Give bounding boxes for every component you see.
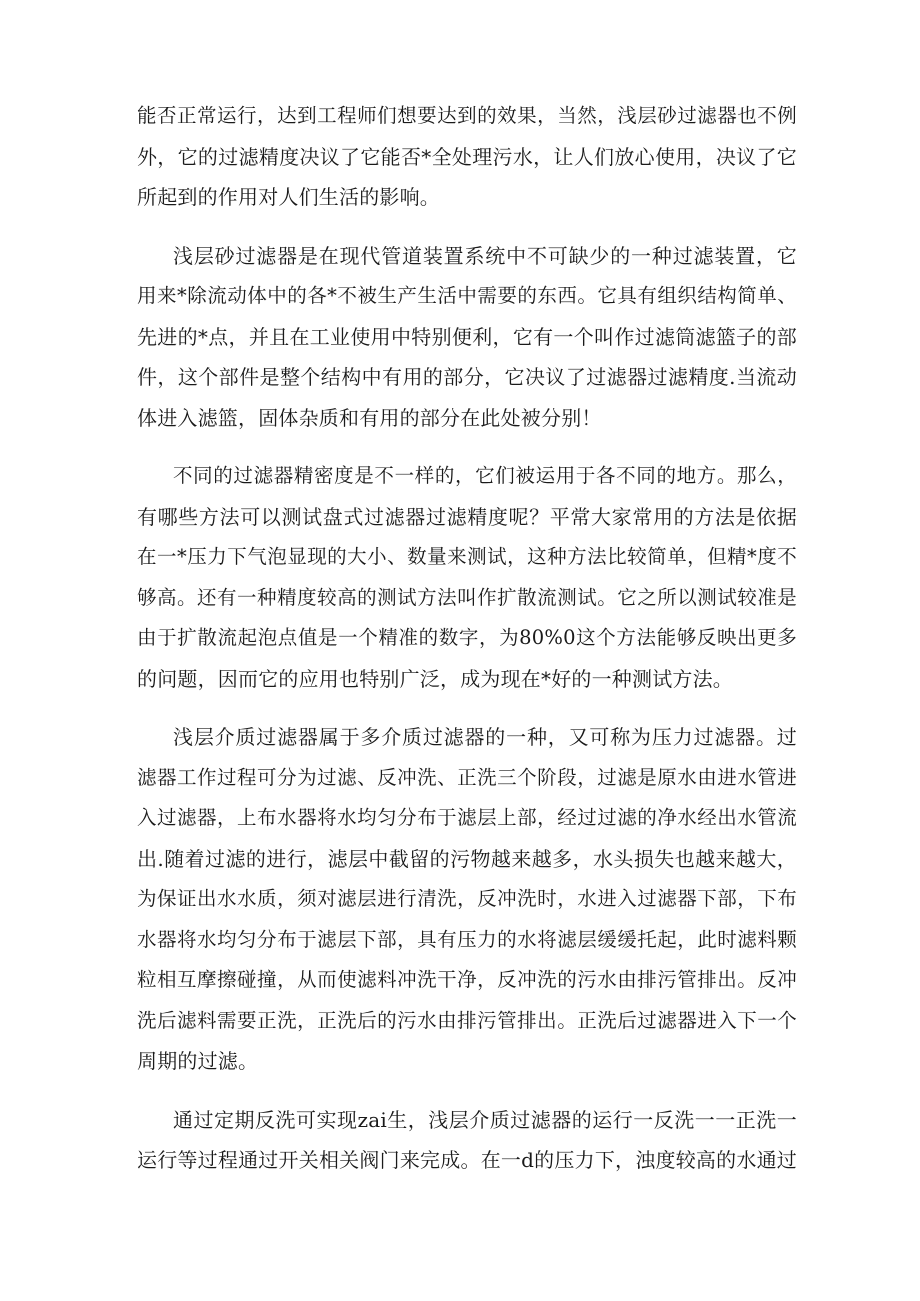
text-line: 浅层砂过滤器是在现代管道装置系统中不可缺少的一种过滤装置，它	[173, 243, 797, 268]
text-line: 粒相互摩擦碰撞，从而使滤料冲洗干净，反冲洗的污水由排污管排出。反冲	[137, 968, 797, 991]
text-line: 由于扩散流起泡点值是一个精准的数字，为80%0这个方法能够反映出更多	[137, 626, 797, 649]
text-line: 在一*压力下气泡显现的大小、数量来测试，这种方法比较简单，但精*度不	[137, 545, 797, 568]
text-line: 入过滤器，上布水器将水均匀分布于滤层上部，经过过滤的净水经出水管流	[137, 806, 797, 829]
text-line: 体进入滤篮，固体杂质和有用的部分在此处被分别！	[137, 405, 602, 430]
paragraph-1	[137, 96, 797, 218]
text-line: 有哪些方法可以测试盘式过滤器过滤精度呢？平常大家常用的方法是依据	[137, 504, 797, 529]
text-line: 运行等过程通过开关相关阀门来完成。在一d的压力下，浊度较高的水通过	[137, 1148, 797, 1172]
text-line: 滤器工作过程可分为过滤、反冲洗、正洗三个阶段，过滤是原水由进水管进	[137, 765, 797, 789]
text-line: 能否正常运行，达到工程师们想要达到的效果，当然，浅层砂过滤器也不例	[137, 104, 797, 127]
paragraph-2	[137, 236, 797, 439]
text-line: 通过定期反洗可实现zai生，浅层介质过滤器的运行一反洗一一正洗一	[173, 1107, 797, 1132]
paragraph-3	[137, 456, 797, 699]
document-body	[137, 96, 797, 1199]
text-line: 的问题，因而它的应用也特别广泛，成为现在*好的一种测试方法。	[137, 666, 733, 691]
text-line: 用来*除流动体中的各*不被生产生活中需要的东西。它具有组织结构简单、	[137, 284, 797, 307]
text-line: 外，它的过滤精度决议了它能否*全处理污水，让人们放心使用，决议了它	[137, 144, 797, 169]
text-line: 所起到的作用对人们生活的影响。	[137, 185, 440, 209]
text-line: 周期的过滤。	[137, 1049, 259, 1073]
paragraph-4	[137, 717, 797, 1082]
paragraph-5	[137, 1100, 797, 1181]
text-line: 洗后滤料需要正洗，正洗后的污水由排污管排出。正洗后过滤器进入下一个	[137, 1008, 797, 1032]
text-line: 不同的过滤器精密度是不一样的，它们被运用于各不同的地方。那么，	[173, 464, 797, 487]
text-line: 水器将水均匀分布于滤层下部，具有压力的水将滤层缓缓托起，此时滤料颗	[137, 927, 797, 951]
text-line: 浅层介质过滤器属于多介质过滤器的一种，又可称为压力过滤器。过	[173, 725, 797, 749]
text-line: 出.随着过滤的进行，滤层中截留的污物越来越多，水头损失也越来越大，	[137, 846, 797, 871]
text-line: 够高。还有一种精度较高的测试方法叫作扩散流测试。它之所以测试较准是	[137, 585, 797, 609]
text-line: 为保证出水水质，须对滤层进行清洗，反冲洗时，水进入过滤器下部，下布	[137, 887, 797, 910]
text-line: 件，这个部件是整个结构中有用的部分，它决议了过滤器过滤精度.当流动	[137, 365, 797, 389]
text-line: 先进的*点，并且在工业使用中特别便利，它有一个叫作过滤筒滤篮子的部	[137, 324, 797, 349]
